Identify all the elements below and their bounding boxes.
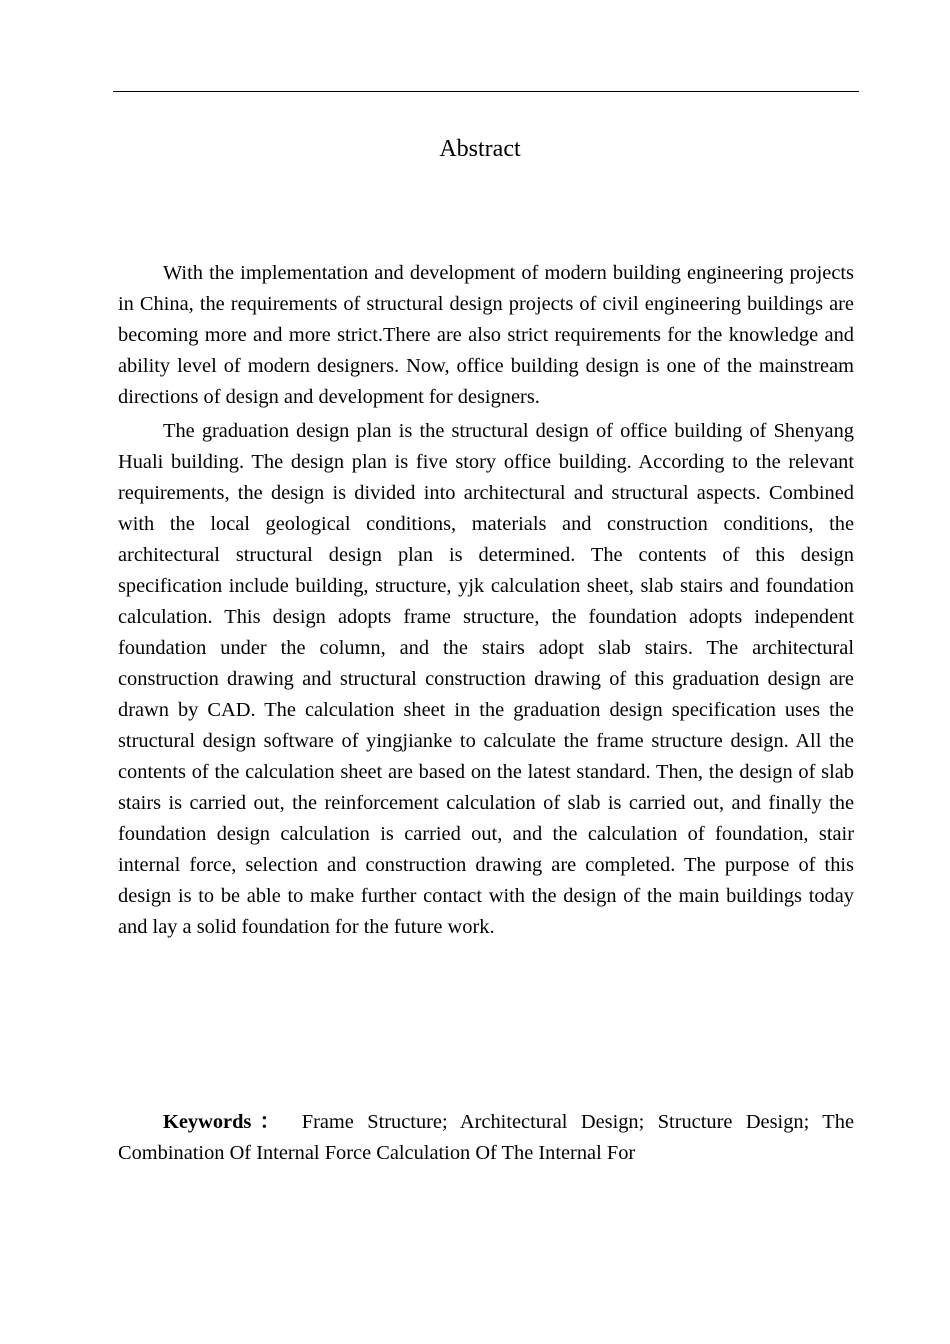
abstract-body: [118, 258, 854, 943]
abstract-paragraph-2: The graduation design plan is the structural design of office building of Shenyang Huali building. The design plan is five story office building. According to the relevant requirements, the design is divided into architectural and structural aspects. Combined with the local geological conditions, materials and construction conditions, the architectural structural design plan is determined. The contents of this design specification include building, structure, yjk calculation sheet, slab stairs and foundation calculation. This design adopts frame structure, the foundation adopts independent foundation under the column, and the stairs adopt slab stairs. The architectural construction drawing and structural construction drawing of this graduation design are drawn by CAD. The calculation sheet in the graduation design specification uses the structural design software of yingjianke to calculate the frame structure design. All the contents of the calculation sheet are based on the latest standard. Then, the design of slab stairs is carried out, the reinforcement calculation of slab is carried out, and finally the foundation design calculation is carried out, and the calculation of foundation, stair internal force, selection and construction drawing are completed. The purpose of this design is to be able to make further contact with the design of the main buildings today and lay a solid foundation for the future work.: [118, 420, 854, 938]
keywords-text: Frame Structure; Architectural Design; Structure Design; The Combination Of Internal Force Calculation Of The Internal For: [118, 1111, 854, 1164]
abstract-title: Abstract: [439, 136, 521, 162]
abstract-paragraph-1: With the implementation and development of modern building engineering projects in China, the requirements of structural design projects of civil engineering buildings are becoming more and more strict.There are also strict requirements for the knowledge and ability level of modern designers. Now, office building design is one of the mainstream directions of design and development for designers.: [118, 262, 854, 408]
keywords-label: Keywords：: [163, 1111, 289, 1133]
header-rule: [113, 91, 859, 92]
keywords-line: [118, 1107, 854, 1169]
